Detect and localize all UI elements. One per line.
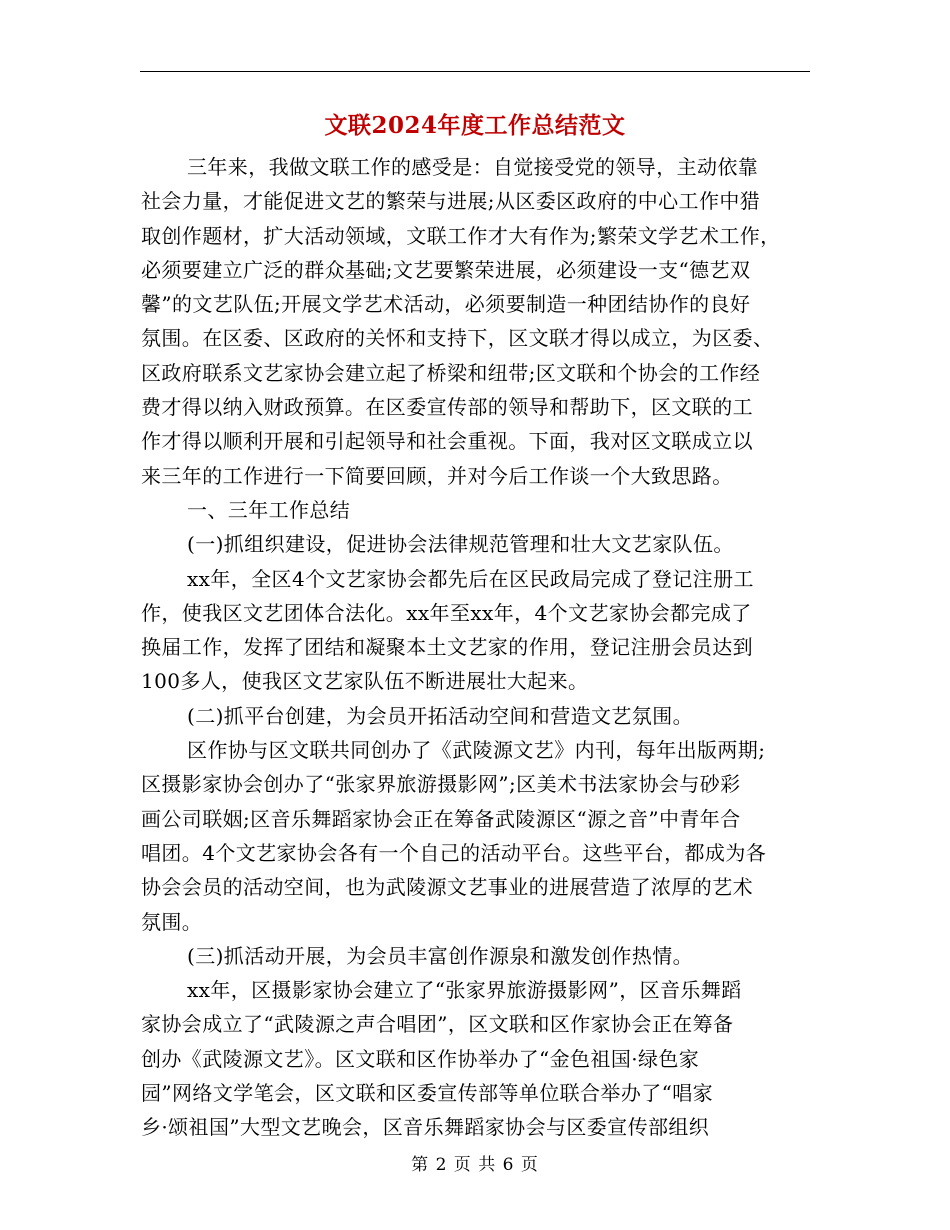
paragraph-line: xx年，全区4个文艺家协会都先后在区民政局完成了登记注册工: [187, 566, 754, 591]
paragraph-line: 协会会员的活动空间，也为武陵源文艺事业的进展营造了浓厚的艺术: [141, 875, 753, 900]
document-title: 文联2024年度工作总结范文: [324, 112, 626, 139]
paragraph-line: 画公司联姻;区音乐舞蹈家协会正在筹备武陵源区“源之音”中青年合: [141, 806, 741, 831]
document-body: [141, 150, 831, 1145]
paragraph-line: 创办《武陵源文艺》。区文联和区作协举办了“金色祖国·绿色家: [141, 1046, 700, 1071]
paragraph-line: 作才得以顺利开展和引起领导和社会重视。下面，我对区文联成立以: [141, 429, 753, 454]
paragraph-line: 费才得以纳入财政预算。在区委宣传部的领导和帮助下，区文联的工: [141, 395, 753, 420]
paragraph-line: 取创作题材，扩大活动领域，文联工作才大有作为;繁荣文学艺术工作，: [141, 223, 781, 248]
paragraph-line: 区政府联系文艺家协会建立起了桥梁和纽带;区文联和个协会的工作经: [141, 360, 761, 385]
paragraph-line: 氛围。: [141, 909, 203, 934]
page-footer: 第 2 页 共 6 页: [411, 1155, 539, 1175]
section-heading: 一、三年工作总结: [187, 497, 351, 522]
subsection-heading: (三)抓活动开展，为会员丰富创作源泉和激发创作热情。: [187, 943, 694, 968]
paragraph-line: 100多人，使我区文艺家队伍不断进展壮大起来。: [141, 669, 589, 694]
paragraph-line: 唱团。4个文艺家协会各有一个自己的活动平台。这些平台，都成为各: [141, 840, 767, 865]
paragraph-line: 乡·颂祖国”大型文艺晚会，区音乐舞蹈家协会与区委宣传部组织: [141, 1115, 710, 1140]
paragraph-line: 区作协与区文联共同创办了《武陵源文艺》内刊，每年出版两期;: [187, 738, 766, 763]
paragraph-line: 换届工作，发挥了团结和凝聚本土文艺家的作用，登记注册会员达到: [141, 635, 753, 660]
paragraph-line: 区摄影家协会创办了“张家界旅游摄影网”;区美术书法家协会与砂彩: [141, 772, 741, 797]
paragraph-line: 氛围。在区委、区政府的关怀和支持下，区文联才得以成立，为区委、: [141, 326, 774, 351]
paragraph-line: 园”网络文学笔会，区文联和区委宣传部等单位联合举办了“唱家: [141, 1081, 714, 1106]
paragraph-line: 来三年的工作进行一下简要回顾，并对今后工作谈一个大致思路。: [141, 463, 733, 488]
paragraph-line: 家协会成立了“武陵源之声合唱团”，区文联和区作家协会正在筹备: [141, 1012, 734, 1037]
paragraph-line: 必须要建立广泛的群众基础;文艺要繁荣进展，必须建设一支“德艺双: [141, 257, 751, 282]
paragraph-line: 三年来，我做文联工作的感受是：自觉接受党的领导，主动依靠: [187, 155, 759, 179]
paragraph-line: 馨”的文艺队伍;开展文学艺术活动，必须要制造一种团结协作的良好: [141, 292, 751, 317]
paragraph-line: 作，使我区文艺团体合法化。xx年至xx年，4个文艺家协会都完成了: [141, 600, 752, 625]
subsection-heading: (一)抓组织建设，促进协会法律规范管理和壮大文艺家队伍。: [187, 532, 734, 557]
paragraph-line: xx年，区摄影家协会建立了“张家界旅游摄影网”，区音乐舞蹈: [187, 978, 742, 1003]
header-rule: [140, 71, 810, 72]
paragraph-line: 社会力量，才能促进文艺的繁荣与进展;从区委区政府的中心工作中猎: [141, 189, 761, 214]
subsection-heading: (二)抓平台创建，为会员开拓活动空间和营造文艺氛围。: [187, 703, 694, 728]
